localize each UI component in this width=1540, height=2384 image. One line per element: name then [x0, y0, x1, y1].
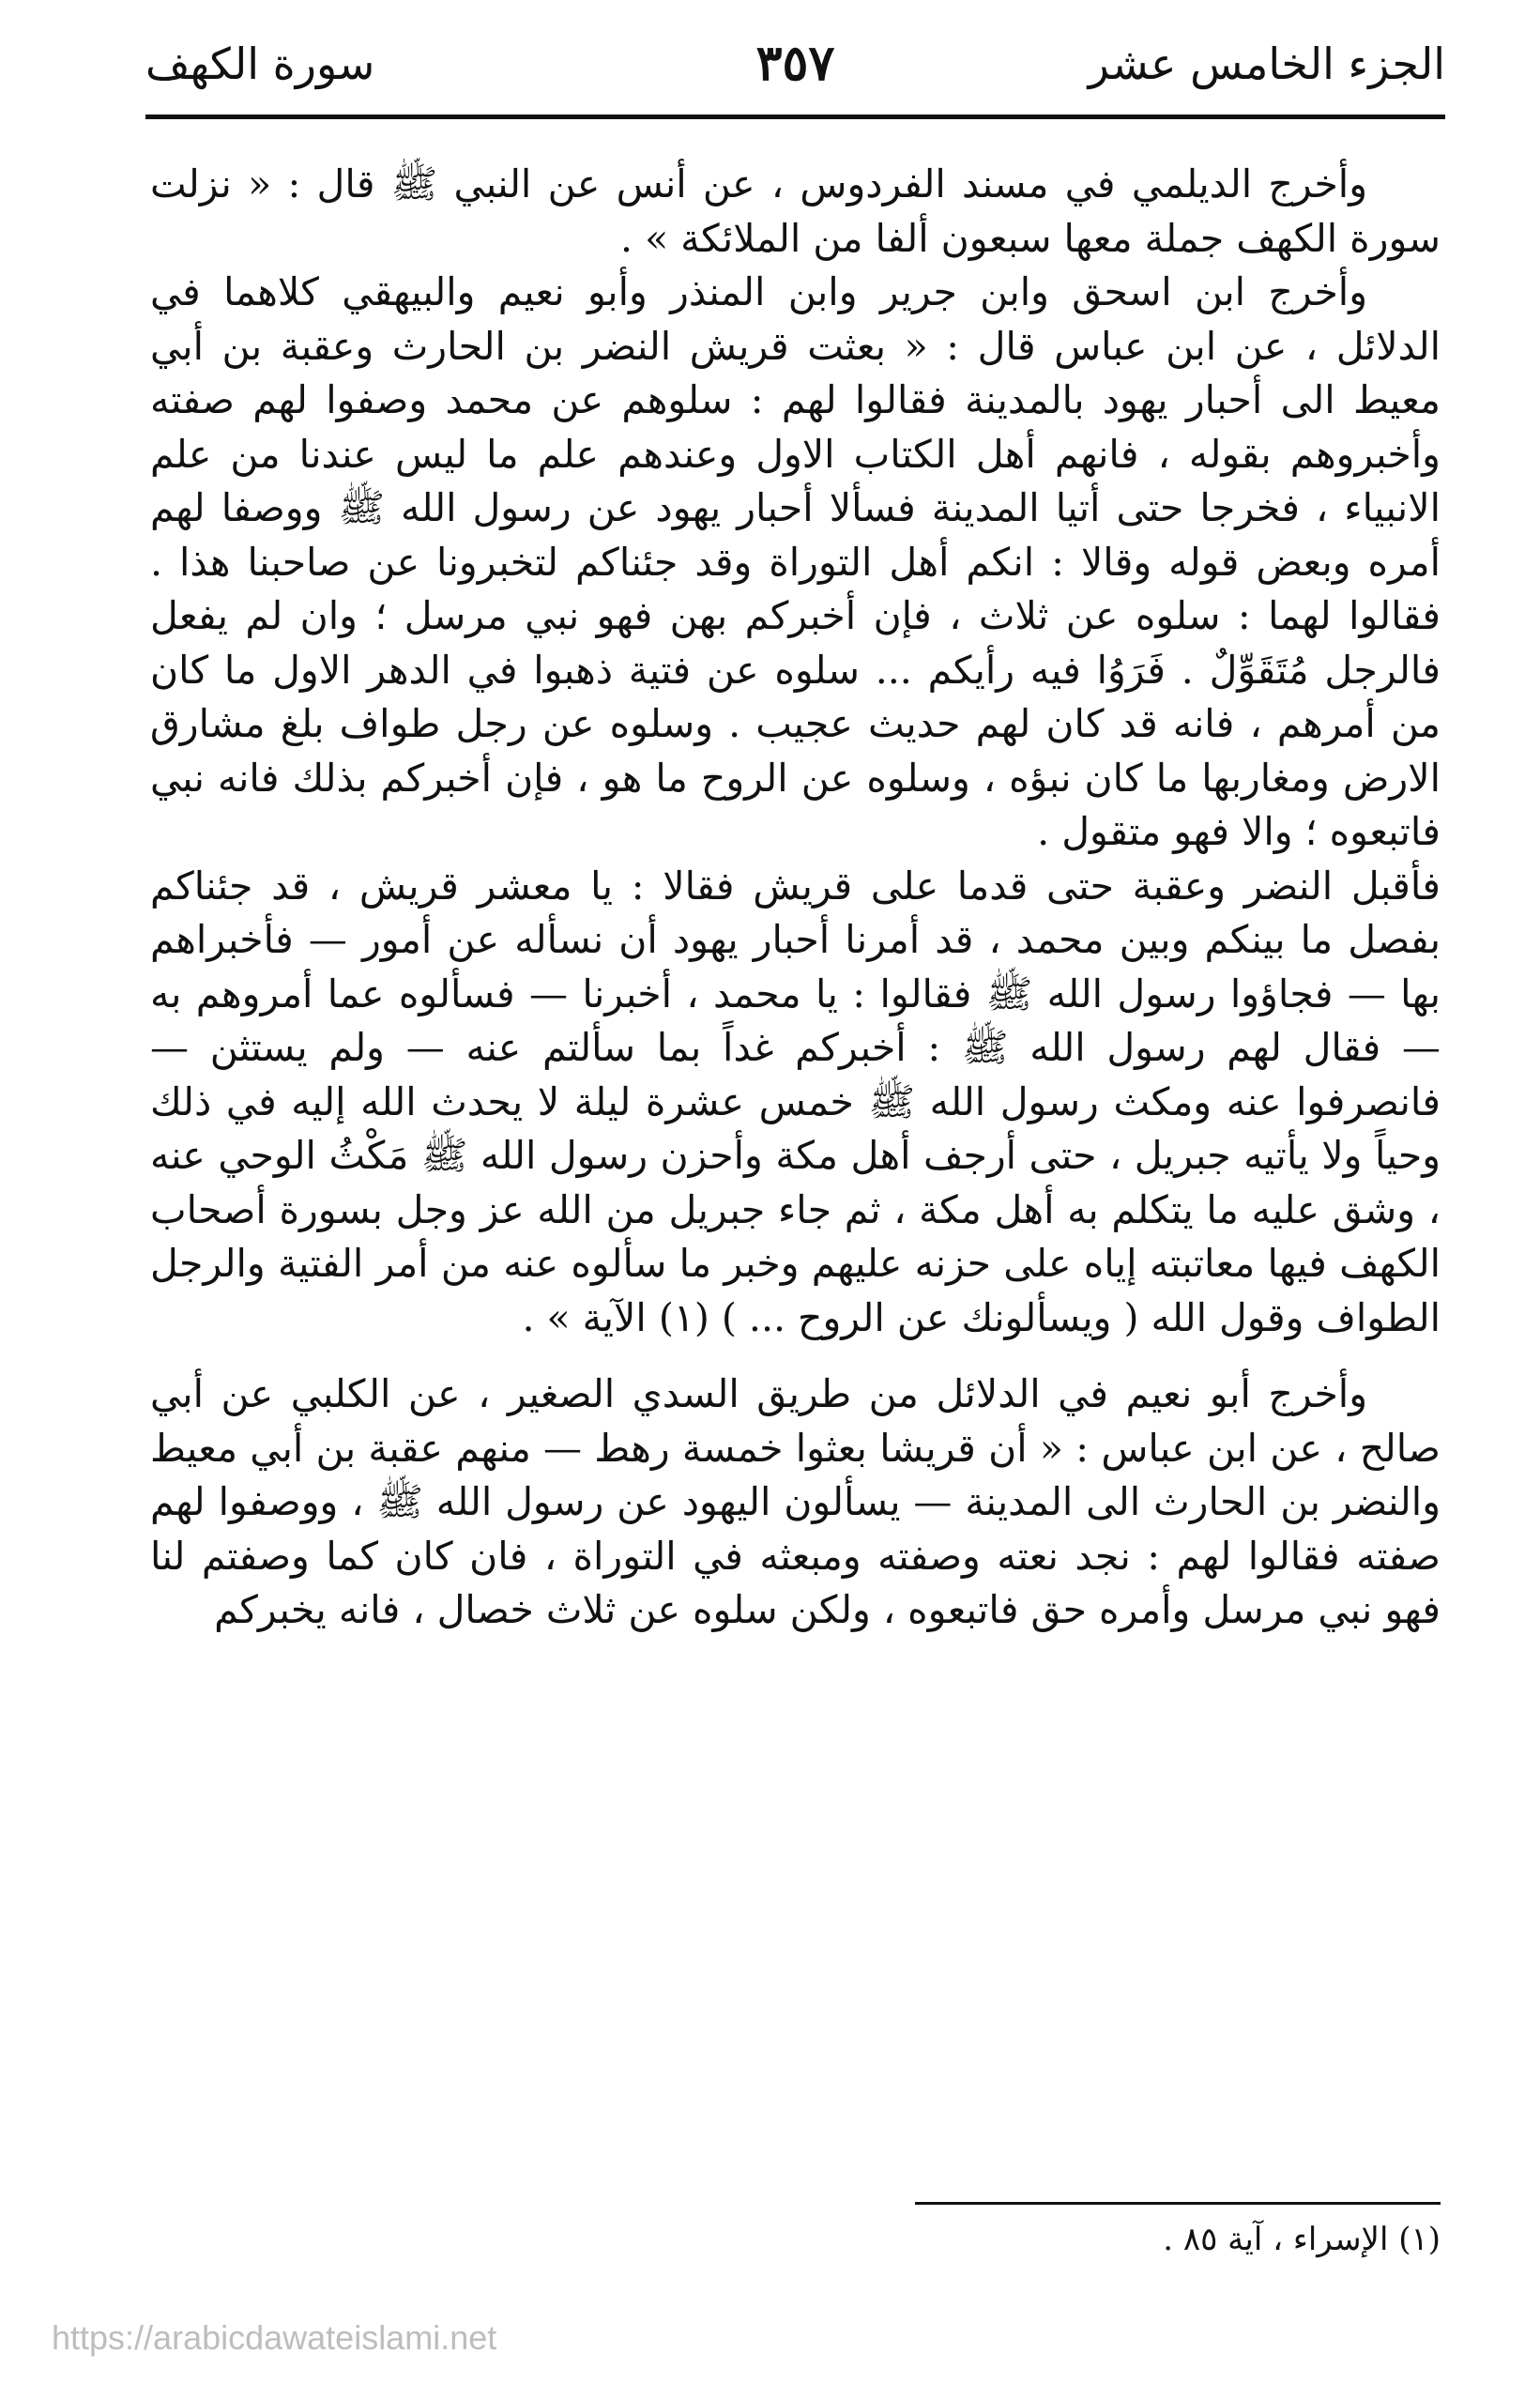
paragraph-3: [150, 860, 1441, 1346]
paragraph-text: وأخرج الديلمي في مسند الفردوس ، عن أنس عن النبي ﷺ قال : « نزلت سورة الكهف جملة معها سبعون ألفا من الملائكة » .: [150, 161, 1441, 261]
paragraph-4: [150, 1368, 1441, 1638]
footnote: (١) الإسراء ، آية ٨٥ .: [1163, 2221, 1441, 2258]
paragraph-text: فأقبل النضر وعقبة حتى قدما على قريش فقالا : يا معشر قريش ، قد جئناكم بفصل ما بينكم وبين محمد ، قد أمرنا أحبار يهود أن نسأله عن أمور — فأخبراهم بها — فجاؤوا رسول الله ﷺ فقالوا : يا محمد ، أخبرنا — فسألوه عما أمروهم به — فقال لهم رسول الله ﷺ : أخبركم غداً بما سألتم عنه — ولم يستثن — فانصرفوا عنه ومكث رسول الله ﷺ خمس عشرة ليلة لا يحدث الله إليه في ذلك وحياً ولا يأتيه جبريل ، حتى أرجف أهل مكة وأحزن رسول الله ﷺ مَكْثُ الوحي عنه ، وشق عليه ما يتكلم به أهل مكة ، ثم جاء جبريل من الله عز وجل بسورة أصحاب الكهف فيها معاتبته إياه على حزنه عليهم وخبر ما سألوه عنه من أمر الفتية والرجل الطواف وقول الله ( ويسألونك عن الروح ... ) (١) الآية » .: [150, 863, 1441, 1340]
running-header: [145, 26, 1445, 101]
page-number: ٣٥٧: [755, 35, 835, 92]
paragraph-2: [150, 266, 1441, 860]
part-title: الجزء الخامس عشر: [1088, 38, 1445, 89]
footnote-rule: [915, 2202, 1441, 2205]
header-rule: [145, 115, 1445, 119]
paragraph-1: [150, 158, 1441, 266]
paragraph-text: وأخرج أبو نعيم في الدلائل من طريق السدي الصغير ، عن الكلبي عن أبي صالح ، عن ابن عباس : « أن قريشا بعثوا خمسة رهط — منهم عقبة بن أبي معيط والنضر بن الحارث الى المدينة — يسألون اليهود عن رسول الله ﷺ ، ووصفوا لهم صفته فقالوا لهم : نجد نعته وصفته ومبعثه في التوراة ، فان كان كما وصفتم لنا فهو نبي مرسل وأمره حق فاتبعوه ، ولكن سلوه عن ثلاث خصال ، فانه يخبركم: [150, 1371, 1441, 1632]
paragraph-text: وأخرج ابن اسحق وابن جرير وابن المنذر وأبو نعيم والبيهقي كلاهما في الدلائل ، عن ابن عباس قال : « بعثت قريش النضر بن الحارث وعقبة بن أبي معيط الى أحبار يهود بالمدينة فقالوا لهم : سلوهم عن محمد وصفوا لهم صفته وأخبروهم بقوله ، فانهم أهل الكتاب الاول وعندهم علم ما ليس عندنا من علم الانبياء ، فخرجا حتى أتيا المدينة فسألا أحبار يهود عن رسول الله ﷺ ووصفا لهم أمره وبعض قوله وقالا : انكم أهل التوراة وقد جئناكم لتخبرونا عن صاحبنا هذا . فقالوا لهما : سلوه عن ثلاث ، فإن أخبركم بهن فهو نبي مرسل ؛ وان لم يفعل فالرجل مُتَقَوِّلٌ . فَرَوُا فيه رأيكم ... سلوه عن فتية ذهبوا في الدهر الاول ما كان من أمرهم ، فانه قد كان لهم حديث عجيب . وسلوه عن رجل طواف بلغ مشارق الارض ومغاربها ما كان نبؤه ، وسلوه عن الروح ما هو ، فإن أخبركم بذلك فانه نبي فاتبعوه ؛ والا فهو متقول .: [150, 269, 1441, 854]
watermark-url: https://arabicdawateislami.net: [52, 2318, 497, 2357]
body-text: [150, 158, 1441, 2185]
surah-title: سورة الكهف: [145, 38, 375, 89]
